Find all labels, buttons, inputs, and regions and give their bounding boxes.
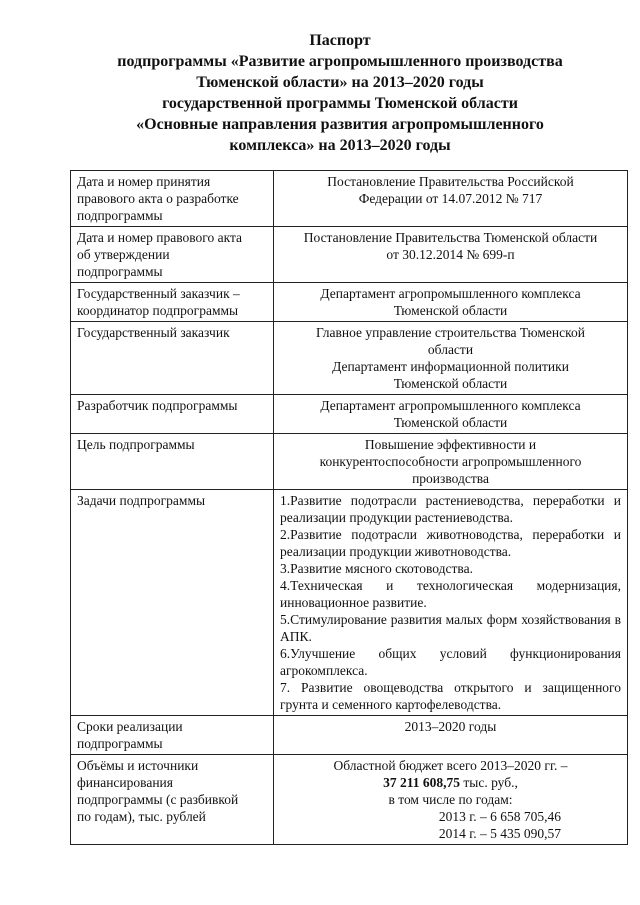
task-item: 7. Развитие овощеводства открытого и защищенного грунта и семенного картофелеводства.	[280, 680, 621, 712]
row-label: Разработчик подпрограммы	[71, 395, 274, 434]
row-label: Государственный заказчик	[71, 322, 274, 395]
row-label: Объёмы и источники финансирования подпрограммы (с разбивкой по годам), тыс. рублей	[71, 755, 274, 845]
table-row	[71, 283, 628, 322]
finance-total-unit: тыс. руб.,	[460, 775, 518, 790]
task-item: 4.Техническая и технологическая модернизация, инновационное развитие.	[280, 578, 621, 610]
heading-line: государственной программы Тюменской области	[162, 95, 518, 112]
row-value: Повышение эффективности и конкурентоспособности агропромышленного производства	[274, 434, 628, 490]
table-row	[71, 395, 628, 434]
task-item: 6.Улучшение общих условий функционирования агрокомплекса.	[280, 646, 621, 678]
row-label: Дата и номер принятия правового акта о разработке подпрограммы	[71, 171, 274, 227]
row-value: Постановление Правительства Тюменской области от 30.12.2014 № 699-п	[274, 227, 628, 283]
row-value: 2013–2020 годы	[274, 716, 628, 755]
table-row	[71, 716, 628, 755]
row-value: Департамент агропромышленного комплекса Тюменской области	[274, 395, 628, 434]
row-label: Государственный заказчик – координатор подпрограммы	[71, 283, 274, 322]
tasks-list	[274, 490, 628, 716]
row-value: Департамент агропромышленного комплекса Тюменской области	[274, 283, 628, 322]
row-label: Цель подпрограммы	[71, 434, 274, 490]
finance-intro: Областной бюджет всего 2013–2020 гг. –	[333, 758, 568, 773]
table-row	[71, 227, 628, 283]
task-item: 2.Развитие подотрасли животноводства, переработки и реализации продукции животноводства.	[280, 527, 621, 559]
task-item: 1.Развитие подотрасли растениеводства, переработки и реализации продукции растениеводства.	[280, 493, 621, 525]
finance-year: 2013 г. – 6 658 705,46	[438, 809, 561, 824]
heading-line: Тюменской области» на 2013–2020 годы	[196, 74, 484, 91]
row-label: Дата и номер правового акта об утверждении подпрограммы	[71, 227, 274, 283]
finance-year: 2014 г. – 5 435 090,57	[438, 826, 561, 841]
finance-total: 37 211 608,75	[383, 775, 461, 790]
heading-line: подпрограммы «Развитие агропромышленного производства	[117, 53, 563, 70]
task-item: 5.Стимулирование развития малых форм хозяйствования в АПК.	[280, 612, 621, 644]
passport-table	[70, 170, 628, 845]
row-value: Главное управление строительства Тюменской области Департамент информационной политики Тюменской области	[274, 322, 628, 395]
finance-value	[274, 755, 628, 845]
table-row	[71, 171, 628, 227]
heading-title: Паспорт	[309, 32, 371, 49]
table-row	[71, 322, 628, 395]
row-value: Постановление Правительства Российской Федерации от 14.07.2012 № 717	[274, 171, 628, 227]
table-row	[71, 434, 628, 490]
row-label: Сроки реализации подпрограммы	[71, 716, 274, 755]
heading-line: комплекса» на 2013–2020 годы	[229, 137, 451, 154]
finance-total-line	[280, 774, 621, 791]
table-row	[71, 490, 628, 716]
finance-by-years: в том числе по годам:	[388, 792, 513, 807]
document-heading	[60, 30, 620, 156]
table-row	[71, 755, 628, 845]
row-label: Задачи подпрограммы	[71, 490, 274, 716]
heading-line: «Основные направления развития агропромышленного	[136, 116, 544, 133]
task-item: 3.Развитие мясного скотоводства.	[280, 561, 473, 576]
